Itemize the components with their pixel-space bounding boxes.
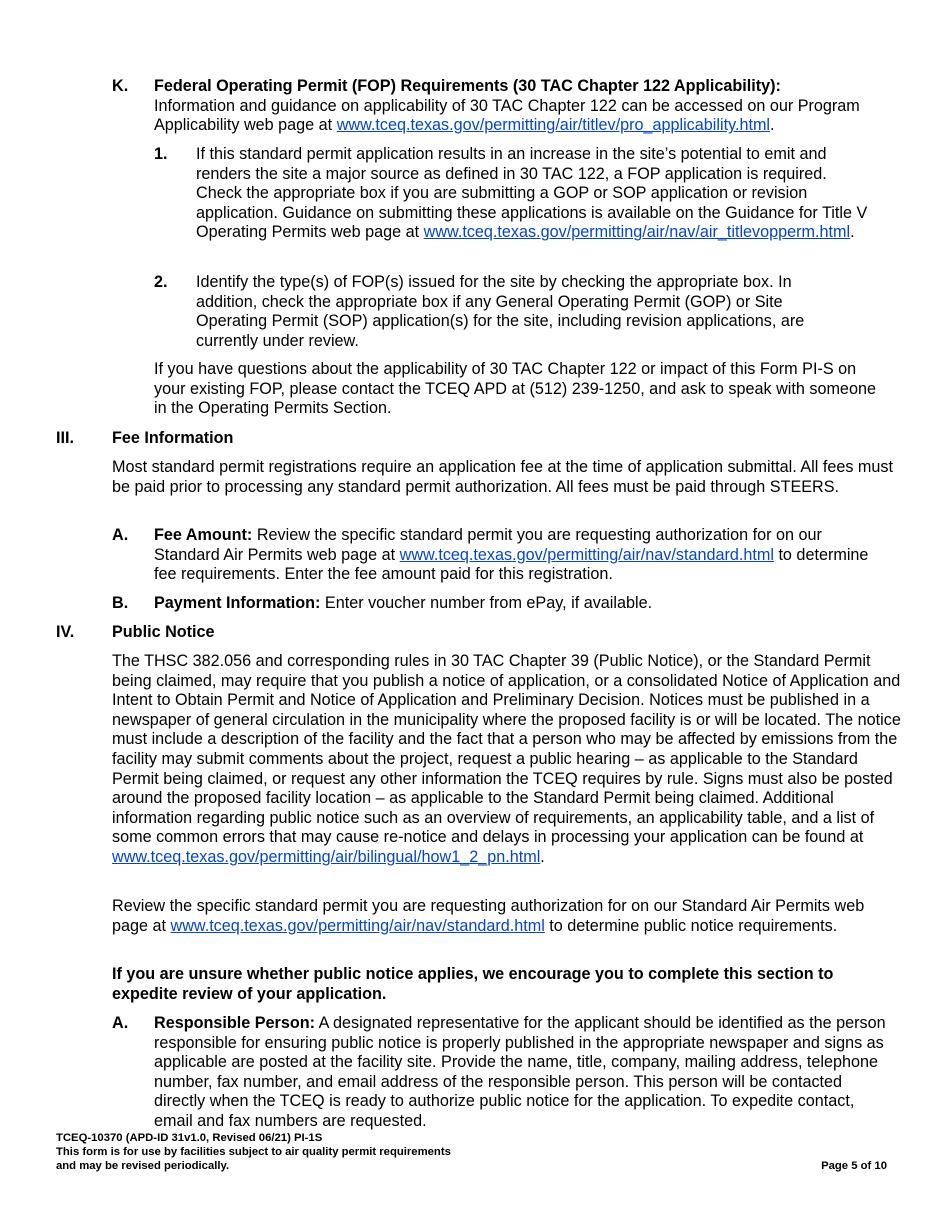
standard-permits-link[interactable]: www.tceq.texas.gov/permitting/air/nav/standard.html: [399, 545, 774, 564]
public-notice-bold-note: If you are unsure whether public notice applies, we encourage you to complete this section to expedite review of your application.: [112, 965, 834, 1003]
section-k-closing: If you have questions about the applicability of 30 TAC Chapter 122 or impact of this Form PI-S on your existing FOP, please contact the TCEQ APD at (512) 239-1250, and ask to speak with someone in the Operating Permits Section.: [154, 360, 876, 418]
public-notice-paragraph: The THSC 382.056 and corresponding rules in 30 TAC Chapter 39 (Public Notice), or the Standard Permit being claimed, may require that you publish a notice of application, or a consolidated Notice of Application and Intent to Obtain Permit and Notice of Application and Preliminary Decision. Notices must be published in a newspaper of general circulation in the municipality where the proposed facility is or will be located. The notice must include a description of the facility and the fact that a person who may be affected by emissions from the facility may submit comments about the project, request a public hearing – as applicable to the Standard Permit being claimed, or request any other information the TCEQ requires by rule. Signs must also be posted around the proposed facility location – as applicable to the Standard Permit being claimed. Additional information regarding public notice such as an overview of requirements, an applicability table, and a list of some common errors that may cause re-notice and delays in processing your application can be found at www.tceq.texas.gov/permitting/air/bilingual/how1_2_pn.html.: [112, 652, 901, 866]
section-iii-label: III.: [56, 429, 74, 447]
footer-line-2: This form is for use by facilities subject to air quality permit requirements: [56, 1146, 451, 1159]
fee-amount: Fee Amount: Review the specific standard permit you are requesting authorization for on our Standard Air Permits web page at www.tceq.texas.gov/permitting/air/nav/standard.html to determine fee requirements. Enter the fee amount paid for this registration.: [154, 526, 869, 584]
section-k-intro: Information and guidance on applicability of 30 TAC Chapter 122 can be accessed on our Program Applicability web page at www.tceq.texas.gov/permitting/air/titlev/pro_applicability.html.: [154, 96, 860, 135]
k-item-2-text: Identify the type(s) of FOP(s) issued for the site by checking the appropriate box. In addition, check the appropriate box if any General Operating Permit (GOP) or Site Operating Permit (SOP) application(s) for the site, including revision applications, are currently under review.: [196, 273, 805, 350]
titlev-opperm-link[interactable]: www.tceq.texas.gov/permitting/air/nav/air_titlevopperm.html: [423, 223, 851, 242]
section-k: [154, 77, 894, 136]
k-item-2: [196, 273, 856, 351]
responsible-person: Responsible Person: A designated representative for the applicant should be identified as the person responsible for ensuring public notice is properly published in the appropriate newspaper and signs as applicable are posted at the facility site. Provide the name, title, company, mailing address, telephone number, fax number, and email address of the responsible person. This person will be contacted directly when the TCEQ is ready to authorize public notice for the application. To expedite contact, email and fax numbers are requested.: [154, 1014, 886, 1130]
public-notice-review: Review the specific standard permit you are requesting authorization for on our Standard Air Permits web page at www.tceq.texas.gov/permitting/air/nav/standard.html to determine public notice requirements.: [112, 897, 865, 935]
section-k-label: K.: [112, 77, 129, 95]
public-notice-link[interactable]: www.tceq.texas.gov/permitting/air/bilingual/how1_2_pn.html: [112, 847, 541, 866]
payment-info: Payment Information: Enter voucher number from ePay, if available.: [154, 594, 653, 612]
fee-amount-title: Fee Amount:: [154, 526, 253, 544]
standard-permits-link-2[interactable]: www.tceq.texas.gov/permitting/air/nav/standard.html: [170, 916, 545, 935]
responsible-person-title: Responsible Person:: [154, 1014, 316, 1032]
section-iii-heading: Fee Information: [112, 429, 234, 447]
section-k-heading: Federal Operating Permit (FOP) Requirements (30 TAC Chapter 122 Applicability):: [154, 77, 781, 95]
responsible-person-label: A.: [112, 1014, 129, 1032]
section-iii-intro: Most standard permit registrations require an application fee at the time of application submittal. All fees must be paid prior to processing any standard permit authorization. All fees must be paid through STEERS.: [112, 458, 893, 496]
payment-info-label: B.: [112, 594, 129, 612]
fee-amount-label: A.: [112, 526, 129, 544]
k-item-2-label: 2.: [154, 273, 168, 291]
k-item-1-text: If this standard permit application results in an increase in the site’s potential to emit and renders the site a major source as defined in 30 TAC 122, a FOP application is required. Check the appropriate box if you are submitting a GOP or SOP application or revision application. Guidance on submitting these applications is available on the Guidance for Title V Operating Permits web page at: [196, 145, 868, 242]
section-iv-heading: Public Notice: [112, 623, 215, 641]
pro-applicability-link[interactable]: www.tceq.texas.gov/permitting/air/titlev/pro_applicability.html: [336, 116, 771, 135]
k-item-1-label: 1.: [154, 145, 168, 163]
k-item-1: If this standard permit application results in an increase in the site’s potential to emit and renders the site a major source as defined in 30 TAC 122, a FOP application is required. Check the appropriate box if you are submitting a GOP or SOP application or revision application. Guidance on submitting these applications is available on the Guidance for Title V Operating Permits web page at www.tceq.texas.gov/permitting/air/nav/air_titlevopperm.html.: [196, 145, 868, 242]
footer-line-3: and may be revised periodically.: [56, 1160, 230, 1173]
payment-info-title: Payment Information:: [154, 594, 321, 612]
page-number: Page 5 of 10: [821, 1160, 887, 1172]
footer-form-info: [56, 1131, 451, 1174]
footer-form-id: TCEQ-10370 (APD-ID 31v1.0, Revised 06/21) PI-1S: [56, 1132, 323, 1144]
section-iv-label: IV.: [56, 623, 75, 641]
